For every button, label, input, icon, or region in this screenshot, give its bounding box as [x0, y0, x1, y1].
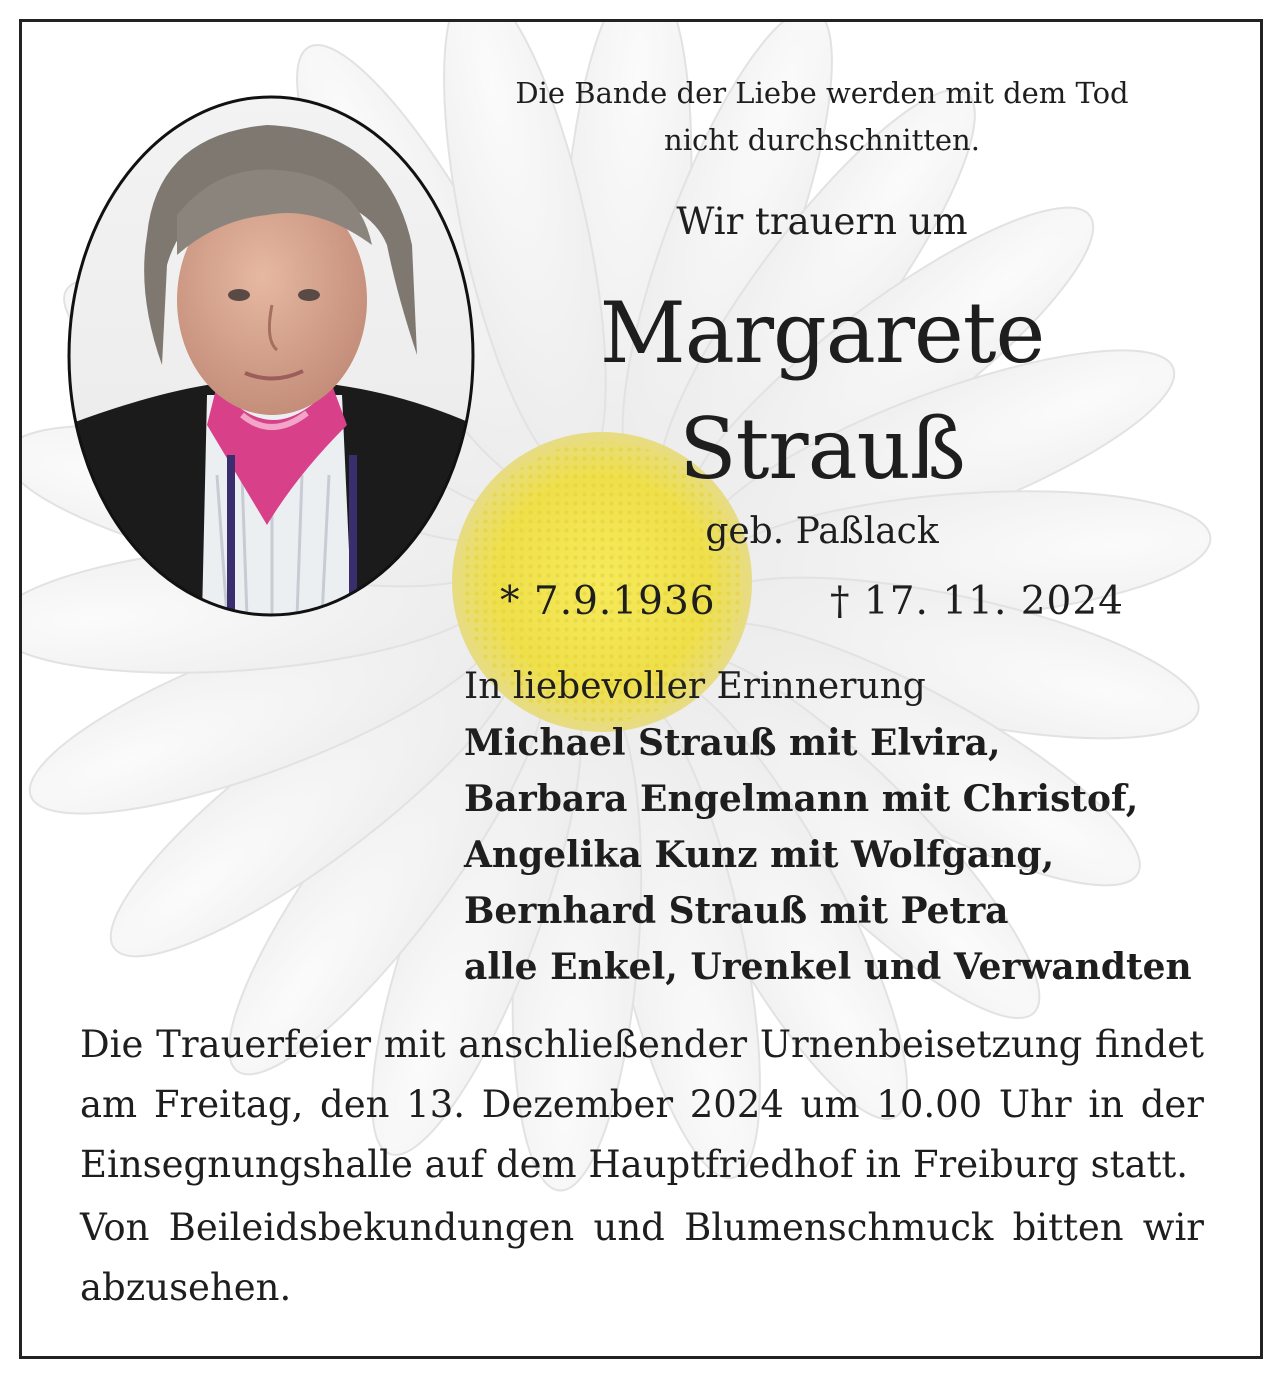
memory-line: In liebevoller Erinnerung	[464, 666, 926, 707]
quote-line-1: Die Bande der Liebe werden mit dem Tod	[515, 76, 1129, 110]
deceased-first-name: Margarete	[599, 284, 1045, 382]
ceremony-paragraph: Die Trauerfeier mit anschließender Urnenbeisetzung findet am Freitag, den 13. Dezember 2024 um 10.00 Uhr in der Einsegnungshalle auf dem Hauptfriedhof in Freiburg statt.	[80, 1023, 1204, 1186]
death-date: † 17. 11. 2024	[830, 579, 1124, 624]
quote-line-2: nicht durchschnitten.	[664, 123, 980, 157]
mourner-line: Bernhard Strauß mit Petra	[464, 890, 1009, 932]
birth-date: * 7.9.1936	[500, 579, 716, 624]
mourner-line: Michael Strauß mit Elvira,	[464, 722, 1001, 764]
birth-name: geb. Paßlack	[705, 511, 939, 552]
mourner-line: Barbara Engelmann mit Christof,	[464, 778, 1139, 820]
request-paragraph: Von Beileidsbekundungen und Blumenschmuck bitten wir abzusehen.	[80, 1206, 1204, 1309]
mourner-line: Angelika Kunz mit Wolfgang,	[464, 834, 1055, 876]
deceased-last-name: Strauß	[679, 400, 965, 498]
mourner-line: alle Enkel, Urenkel und Verwandten	[464, 946, 1192, 988]
obituary-card	[19, 19, 1263, 1359]
mourning-intro: Wir trauern um	[676, 200, 968, 243]
portrait-photo	[67, 95, 475, 617]
